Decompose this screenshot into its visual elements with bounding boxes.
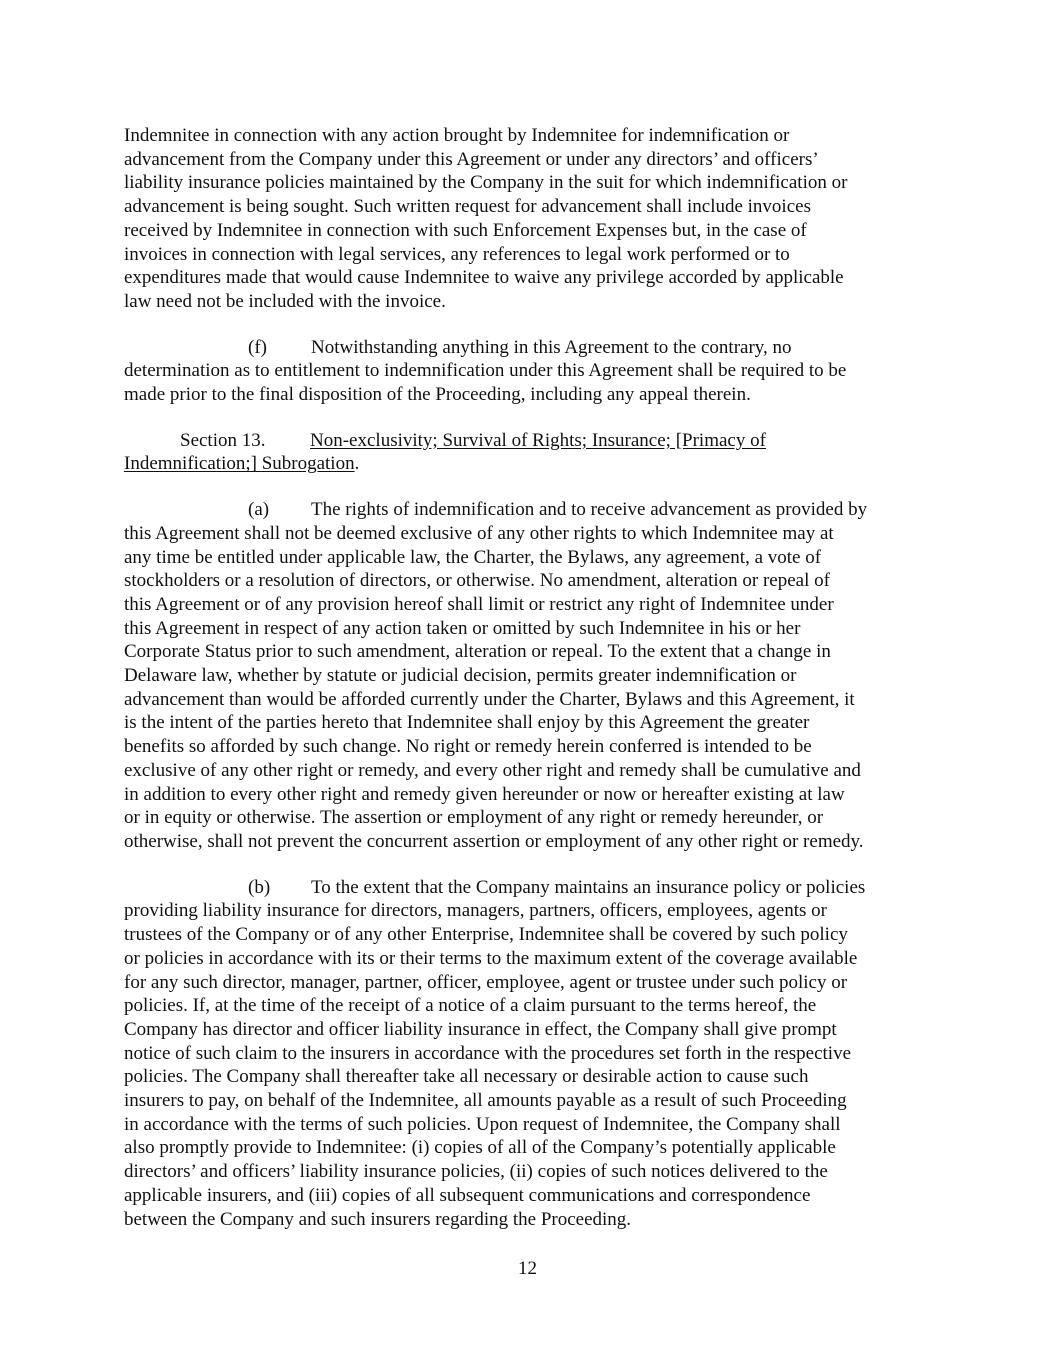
text-line: insurers to pay, on behalf of the Indemnitee, all amounts payable as a result of such Proceeding	[124, 1090, 847, 1112]
paragraph-first-line	[124, 336, 934, 360]
text-line: advancement is being sought. Such written request for advancement shall include invoices	[124, 196, 811, 218]
text-line: expenditures made that would cause Indemnitee to waive any privilege accorded by applicable	[124, 267, 844, 289]
text-line: policies. If, at the time of the receipt of a notice of a claim pursuant to the terms hereof, the	[124, 995, 817, 1017]
text-line: this Agreement or of any provision hereof shall limit or restrict any right of Indemnitee under	[124, 593, 834, 615]
paragraph-f	[124, 336, 934, 407]
text-line: law need not be included with the invoice.	[124, 290, 446, 312]
text-line: Delaware law, whether by statute or judicial decision, permits greater indemnification or	[124, 665, 797, 687]
text-line: stockholders or a resolution of directors, or otherwise. No amendment, alteration or repeal of	[124, 570, 830, 592]
section-title: Indemnification;] Subrogation	[124, 453, 355, 475]
section-label: Section 13.	[180, 429, 266, 451]
text-line: Corporate Status prior to such amendment, alteration or repeal. To the extent that a change in	[124, 641, 831, 663]
text-line: Indemnitee in connection with any action brought by Indemnitee for indemnification or	[124, 125, 790, 146]
text-line: is the intent of the parties hereto that Indemnitee shall enjoy by this Agreement the greater	[124, 712, 810, 734]
text-line: received by Indemnitee in connection with such Enforcement Expenses but, in the case of	[124, 219, 807, 241]
section-heading-line	[124, 452, 934, 476]
text-line: notice of such claim to the insurers in accordance with the procedures set forth in the respective	[124, 1042, 852, 1064]
section-heading	[124, 429, 934, 476]
text-line: Company has director and officer liability insurance in effect, the Company shall give prompt	[124, 1018, 837, 1040]
text-line: directors’ and officers’ liability insurance policies, (ii) copies of such notices delivered to the	[124, 1161, 828, 1183]
text-line: for any such director, manager, partner, officer, employee, agent or trustee under such policy or	[124, 971, 848, 993]
section-title-end: .	[354, 453, 360, 475]
text-line: this Agreement in respect of any action taken or omitted by such Indemnitee in his or her	[124, 617, 801, 639]
text-line: The rights of indemnification and to receive advancement as provided by	[311, 499, 868, 521]
text-line: advancement than would be afforded currently under the Charter, Bylaws and this Agreement, it	[124, 688, 855, 710]
section-title: Non-exclusivity; Survival of Rights; Insurance; [Primacy of	[310, 429, 766, 451]
text-line: otherwise, shall not prevent the concurrent assertion or employment of any other right or remedy.	[124, 830, 864, 852]
document-page	[124, 124, 934, 1253]
text-line: determination as to entitlement to indemnification under this Agreement shall be required to be	[124, 360, 847, 382]
paragraph-label: (a)	[248, 499, 270, 521]
paragraph-continuation	[124, 124, 934, 314]
text-line: applicable insurers, and (iii) copies of all subsequent communications and correspondence	[124, 1184, 811, 1206]
paragraph-first-line	[124, 498, 934, 522]
text-line: providing liability insurance for directors, managers, partners, officers, employees, agents or	[124, 900, 827, 922]
text-line: benefits so afforded by such change. No right or remedy herein conferred is intended to be	[124, 736, 812, 758]
text-line: Notwithstanding anything in this Agreement to the contrary, no	[311, 336, 792, 358]
text-line: between the Company and such insurers regarding the Proceeding.	[124, 1208, 632, 1230]
text-line: or in equity or otherwise. The assertion or employment of any right or remedy hereunder, or	[124, 807, 824, 829]
text-line: also promptly provide to Indemnitee: (i) copies of all of the Company’s potentially applicable	[124, 1137, 836, 1159]
text-line: in addition to every other right and remedy given hereunder or now or hereafter existing at law	[124, 783, 845, 805]
text-line: exclusive of any other right or remedy, and every other right and remedy shall be cumulative and	[124, 759, 861, 781]
paragraph-label: (b)	[248, 876, 271, 898]
text-line: advancement from the Company under this Agreement or under any directors’ and officers’	[124, 148, 819, 170]
paragraph-label: (f)	[248, 336, 267, 358]
text-line: in accordance with the terms of such policies. Upon request of Indemnitee, the Company shall	[124, 1113, 841, 1135]
text-line: To the extent that the Company maintains an insurance policy or policies	[311, 876, 866, 898]
text-line: any time be entitled under applicable law, the Charter, the Bylaws, any agreement, a vote of	[124, 546, 822, 568]
text-line: made prior to the final disposition of the Proceeding, including any appeal therein.	[124, 384, 751, 406]
text-line: invoices in connection with legal services, any references to legal work performed or to	[124, 243, 790, 265]
paragraph-first-line	[124, 876, 934, 900]
section-heading-line	[124, 429, 934, 453]
paragraph-b	[124, 876, 934, 1232]
text-line: policies. The Company shall thereafter take all necessary or desirable action to cause such	[124, 1066, 809, 1088]
paragraph-a	[124, 498, 934, 854]
text-line: liability insurance policies maintained by the Company in the suit for which indemnification or	[124, 172, 848, 194]
text-line: trustees of the Company or of any other Enterprise, Indemnitee shall be covered by such policy	[124, 924, 848, 946]
page-number: 12	[518, 1258, 537, 1279]
text-line: or policies in accordance with its or their terms to the maximum extent of the coverage available	[124, 947, 858, 969]
text-line: this Agreement shall not be deemed exclusive of any other rights to which Indemnitee may at	[124, 522, 834, 544]
